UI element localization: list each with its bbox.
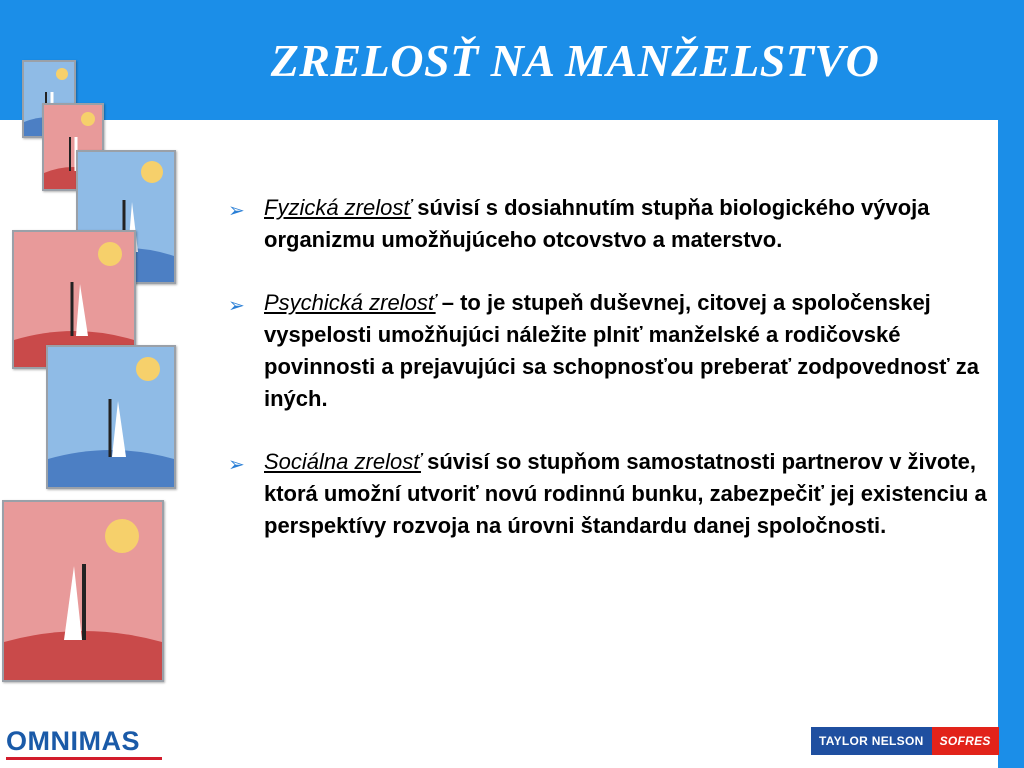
tns-logo-right: SOFRES xyxy=(932,727,999,755)
bullet-text: súvisí so stupňom samostatnosti partnerov v živote, ktorá umožní utvoriť novú rodinnú bunku, zabezpečiť jej existenciu a perspektívy rozvoja na úrovni štandardu danej spoločnosti. xyxy=(264,449,987,538)
bullet-text: súvisí s dosiahnutím stupňa biologického vývoja organizmu umožňujúceho otcovstvo a materstvo. xyxy=(264,195,930,252)
bullet-term: Sociálna zrelosť xyxy=(264,449,421,474)
couple-card-blue-3 xyxy=(46,345,176,489)
taylor-nelson-sofres-logo xyxy=(811,727,999,755)
arrow-bullet-icon: ➢ xyxy=(228,454,245,476)
tns-logo-left: TAYLOR NELSON xyxy=(811,727,932,755)
bullet-item-physical xyxy=(228,192,988,256)
bullet-text: – to je stupeň duševnej, citovej a spoločenskej vyspelosti umožňujúci náležite plniť manželské a rodičovské povinnosti a prejavujúci sa schopnosťou preberať zodpovednosť za iných. xyxy=(264,290,979,411)
omnimas-logo-underline xyxy=(6,757,162,760)
omnimas-logo: OMNIMAS xyxy=(6,726,140,756)
arrow-bullet-icon: ➢ xyxy=(228,295,245,317)
bullet-item-social xyxy=(228,446,988,542)
slide-title: ZRELOSŤ NA MANŽELSTVO xyxy=(270,35,880,86)
bullet-term: Psychická zrelosť xyxy=(264,290,436,315)
arrow-bullet-icon: ➢ xyxy=(228,200,245,222)
couple-card-red-3 xyxy=(2,500,164,682)
bullet-list xyxy=(228,192,988,542)
bullet-term: Fyzická zrelosť xyxy=(264,195,412,220)
bullet-item-psychical xyxy=(228,287,988,415)
